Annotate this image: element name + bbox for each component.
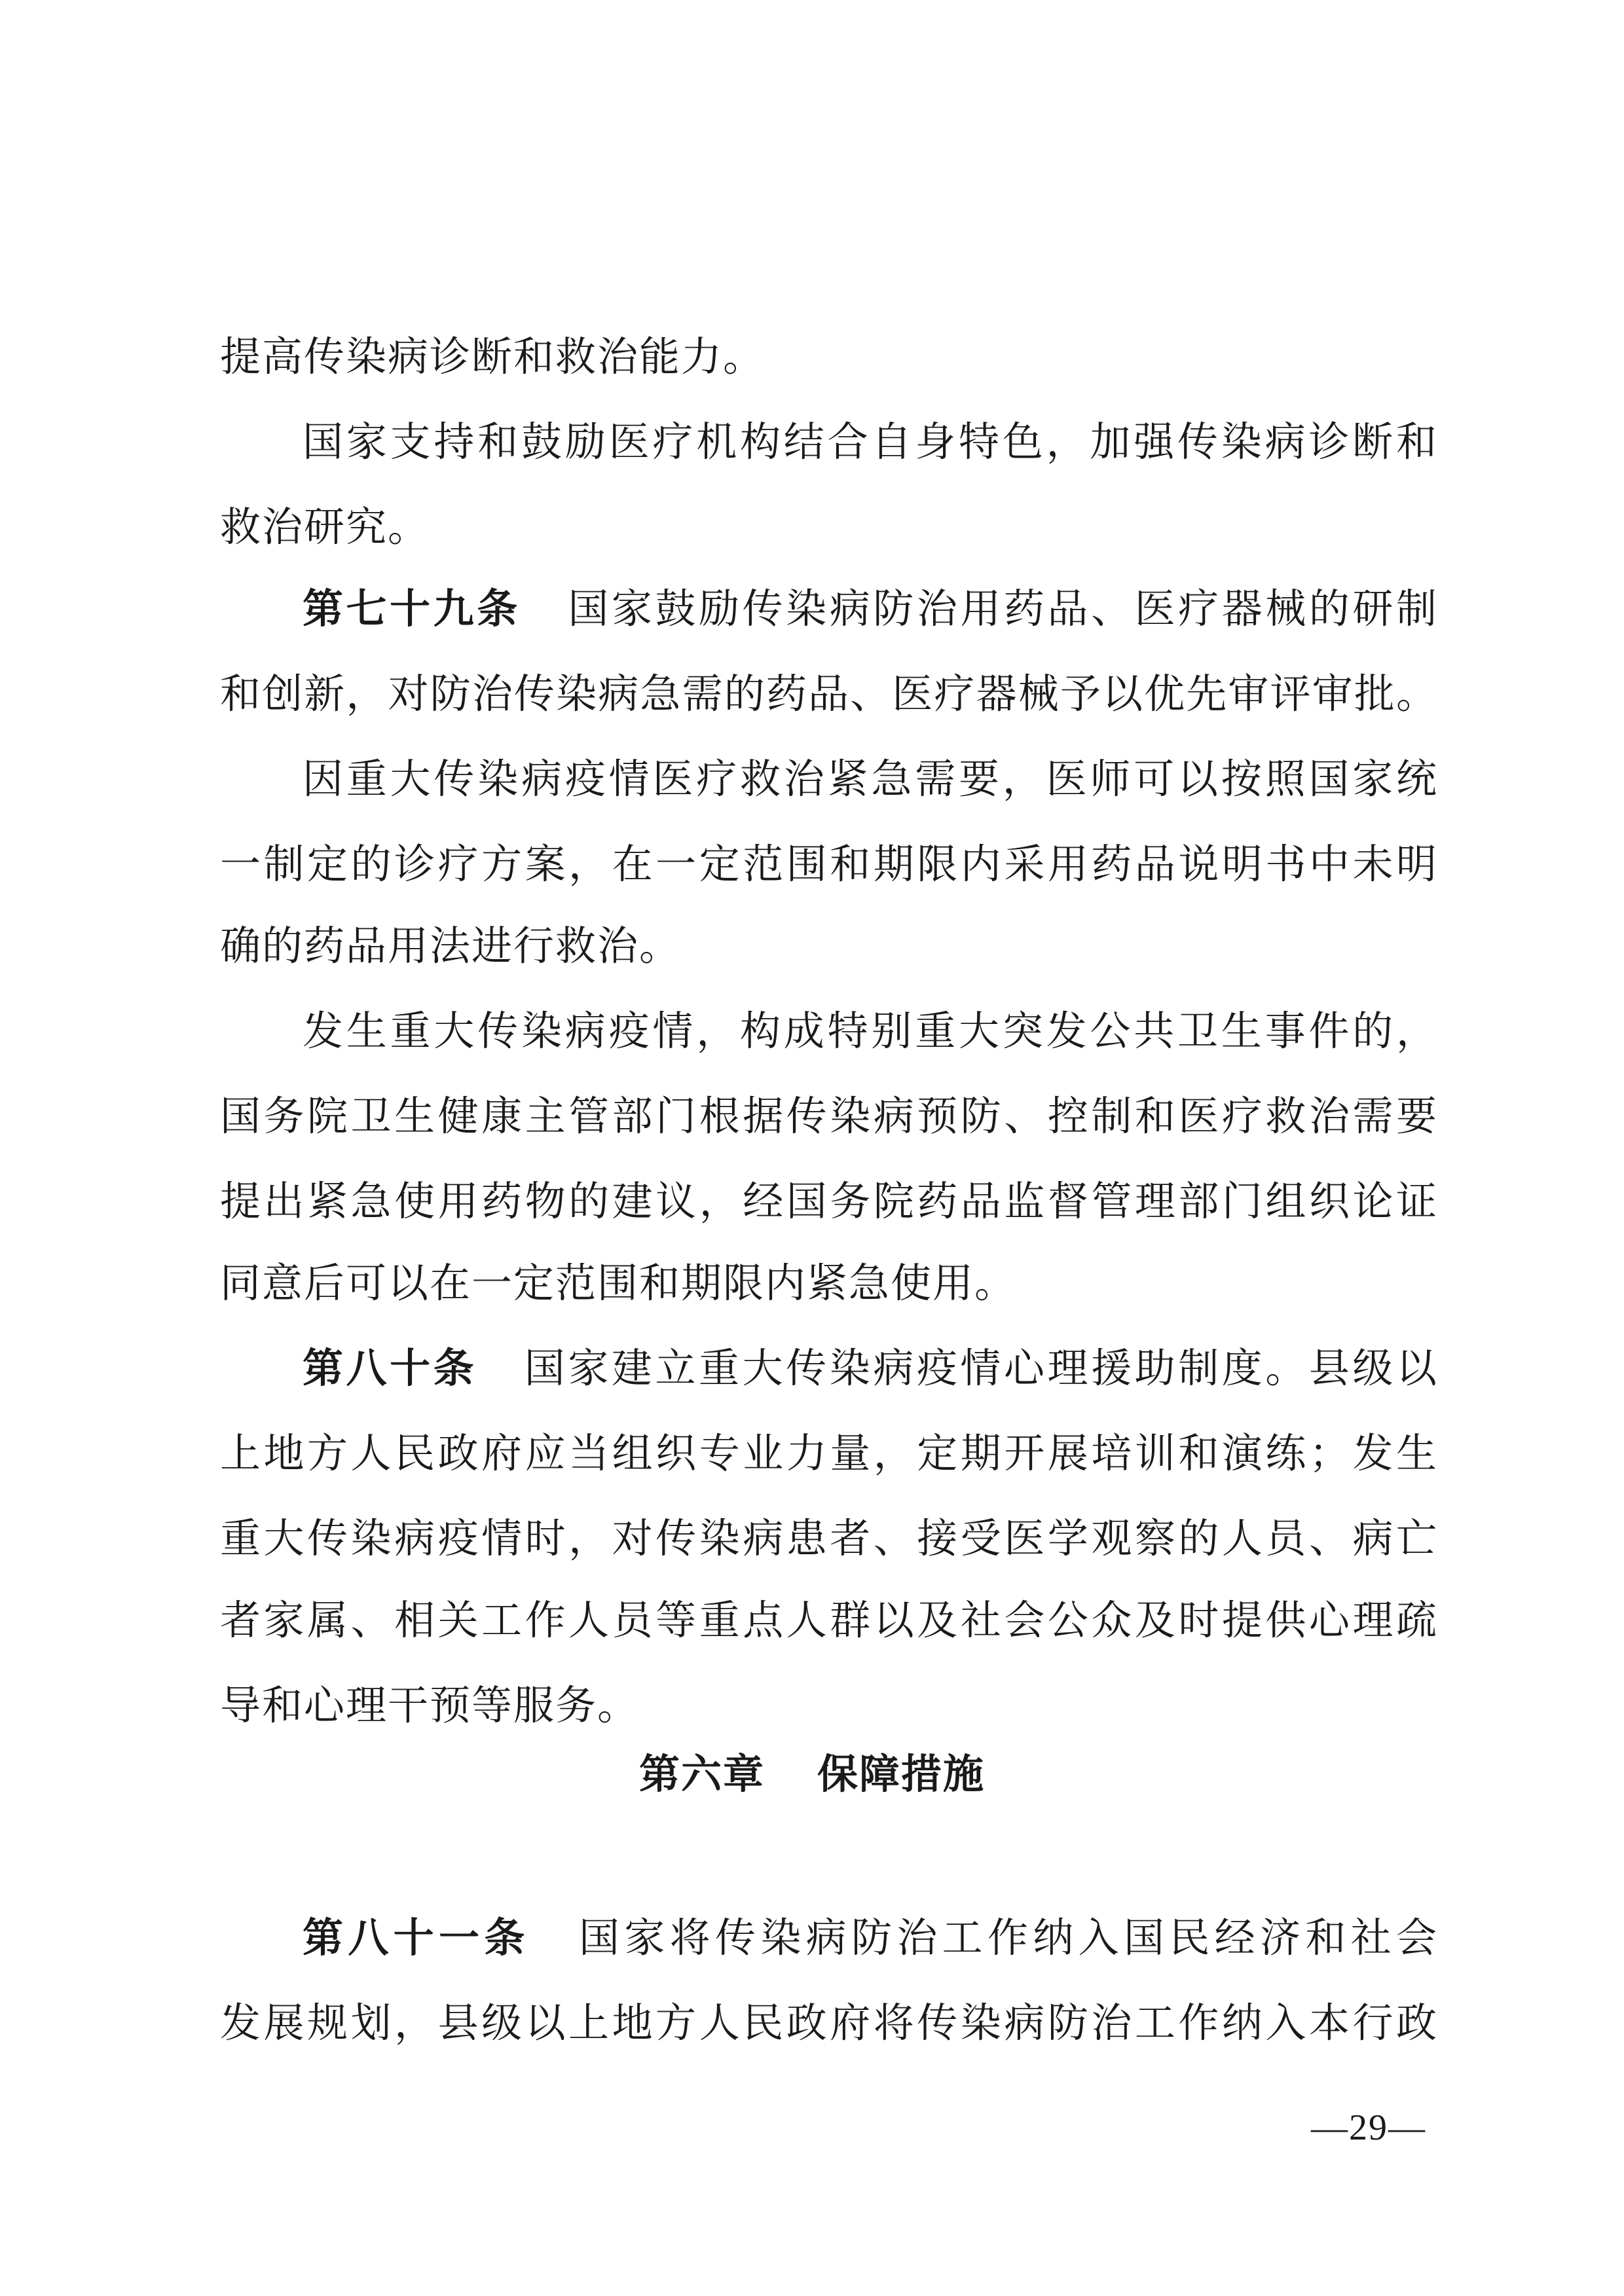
article-number: 第七十九条 [303,585,521,632]
text-line: 重大传染病疫情时，对传染病患者、接受医学观察的人员、病亡 [220,1514,1438,1562]
page-number: —29— [1311,2107,1426,2148]
text-line: 发生重大传染病疫情，构成特别重大突发公共卫生事件的， [303,1007,1438,1055]
article-number: 第八十条 [303,1344,477,1392]
chapter-heading [0,1748,1624,1800]
text-line: 一制定的诊疗方案，在一定范围和期限内采用药品说明书中未明 [220,840,1438,888]
text-line: 国务院卫生健康主管部门根据传染病预防、控制和医疗救治需要 [220,1092,1438,1140]
text-line: 国家支持和鼓励医疗机构结合自身特色，加强传染病诊断和 [303,418,1438,465]
text-line: 提出紧急使用药物的建议，经国务院药品监督管理部门组织论证 [220,1177,1438,1225]
text-line: 和创新，对防治传染病急需的药品、医疗器械予以优先审评审批。 [220,670,1438,718]
article-number: 第八十一条 [303,1914,530,1961]
text-line: 导和心理干预等服务。 [220,1681,640,1729]
text-line: 确的药品用法进行救治。 [220,922,682,970]
article-79-line [303,583,1438,635]
text-line: 提高传染病诊断和救治能力。 [220,333,766,380]
article-81-line [303,1912,1438,1964]
article-text: 国家将传染病防治工作纳入国民经济和社会 [575,1914,1438,1961]
article-text: 国家鼓励传染病防治用药品、医疗器械的研制 [566,585,1438,632]
chapter-title: 保障措施 [817,1750,986,1798]
text-line: 救治研究。 [220,503,430,551]
article-80-line [303,1342,1438,1394]
article-text: 国家建立重大传染病疫情心理援助制度。县级以 [523,1344,1438,1392]
text-line: 者家属、相关工作人员等重点人群以及社会公众及时提供心理疏 [220,1596,1438,1644]
text-line: 发展规划，县级以上地方人民政府将传染病防治工作纳入本行政 [220,1999,1438,2047]
text-line: 上地方人民政府应当组织专业力量，定期开展培训和演练；发生 [220,1429,1438,1477]
text-line: 同意后可以在一定范围和期限内紧急使用。 [220,1259,1017,1307]
chapter-number: 第六章 [638,1750,765,1798]
text-line: 因重大传染病疫情医疗救治紧急需要，医师可以按照国家统 [303,755,1438,803]
